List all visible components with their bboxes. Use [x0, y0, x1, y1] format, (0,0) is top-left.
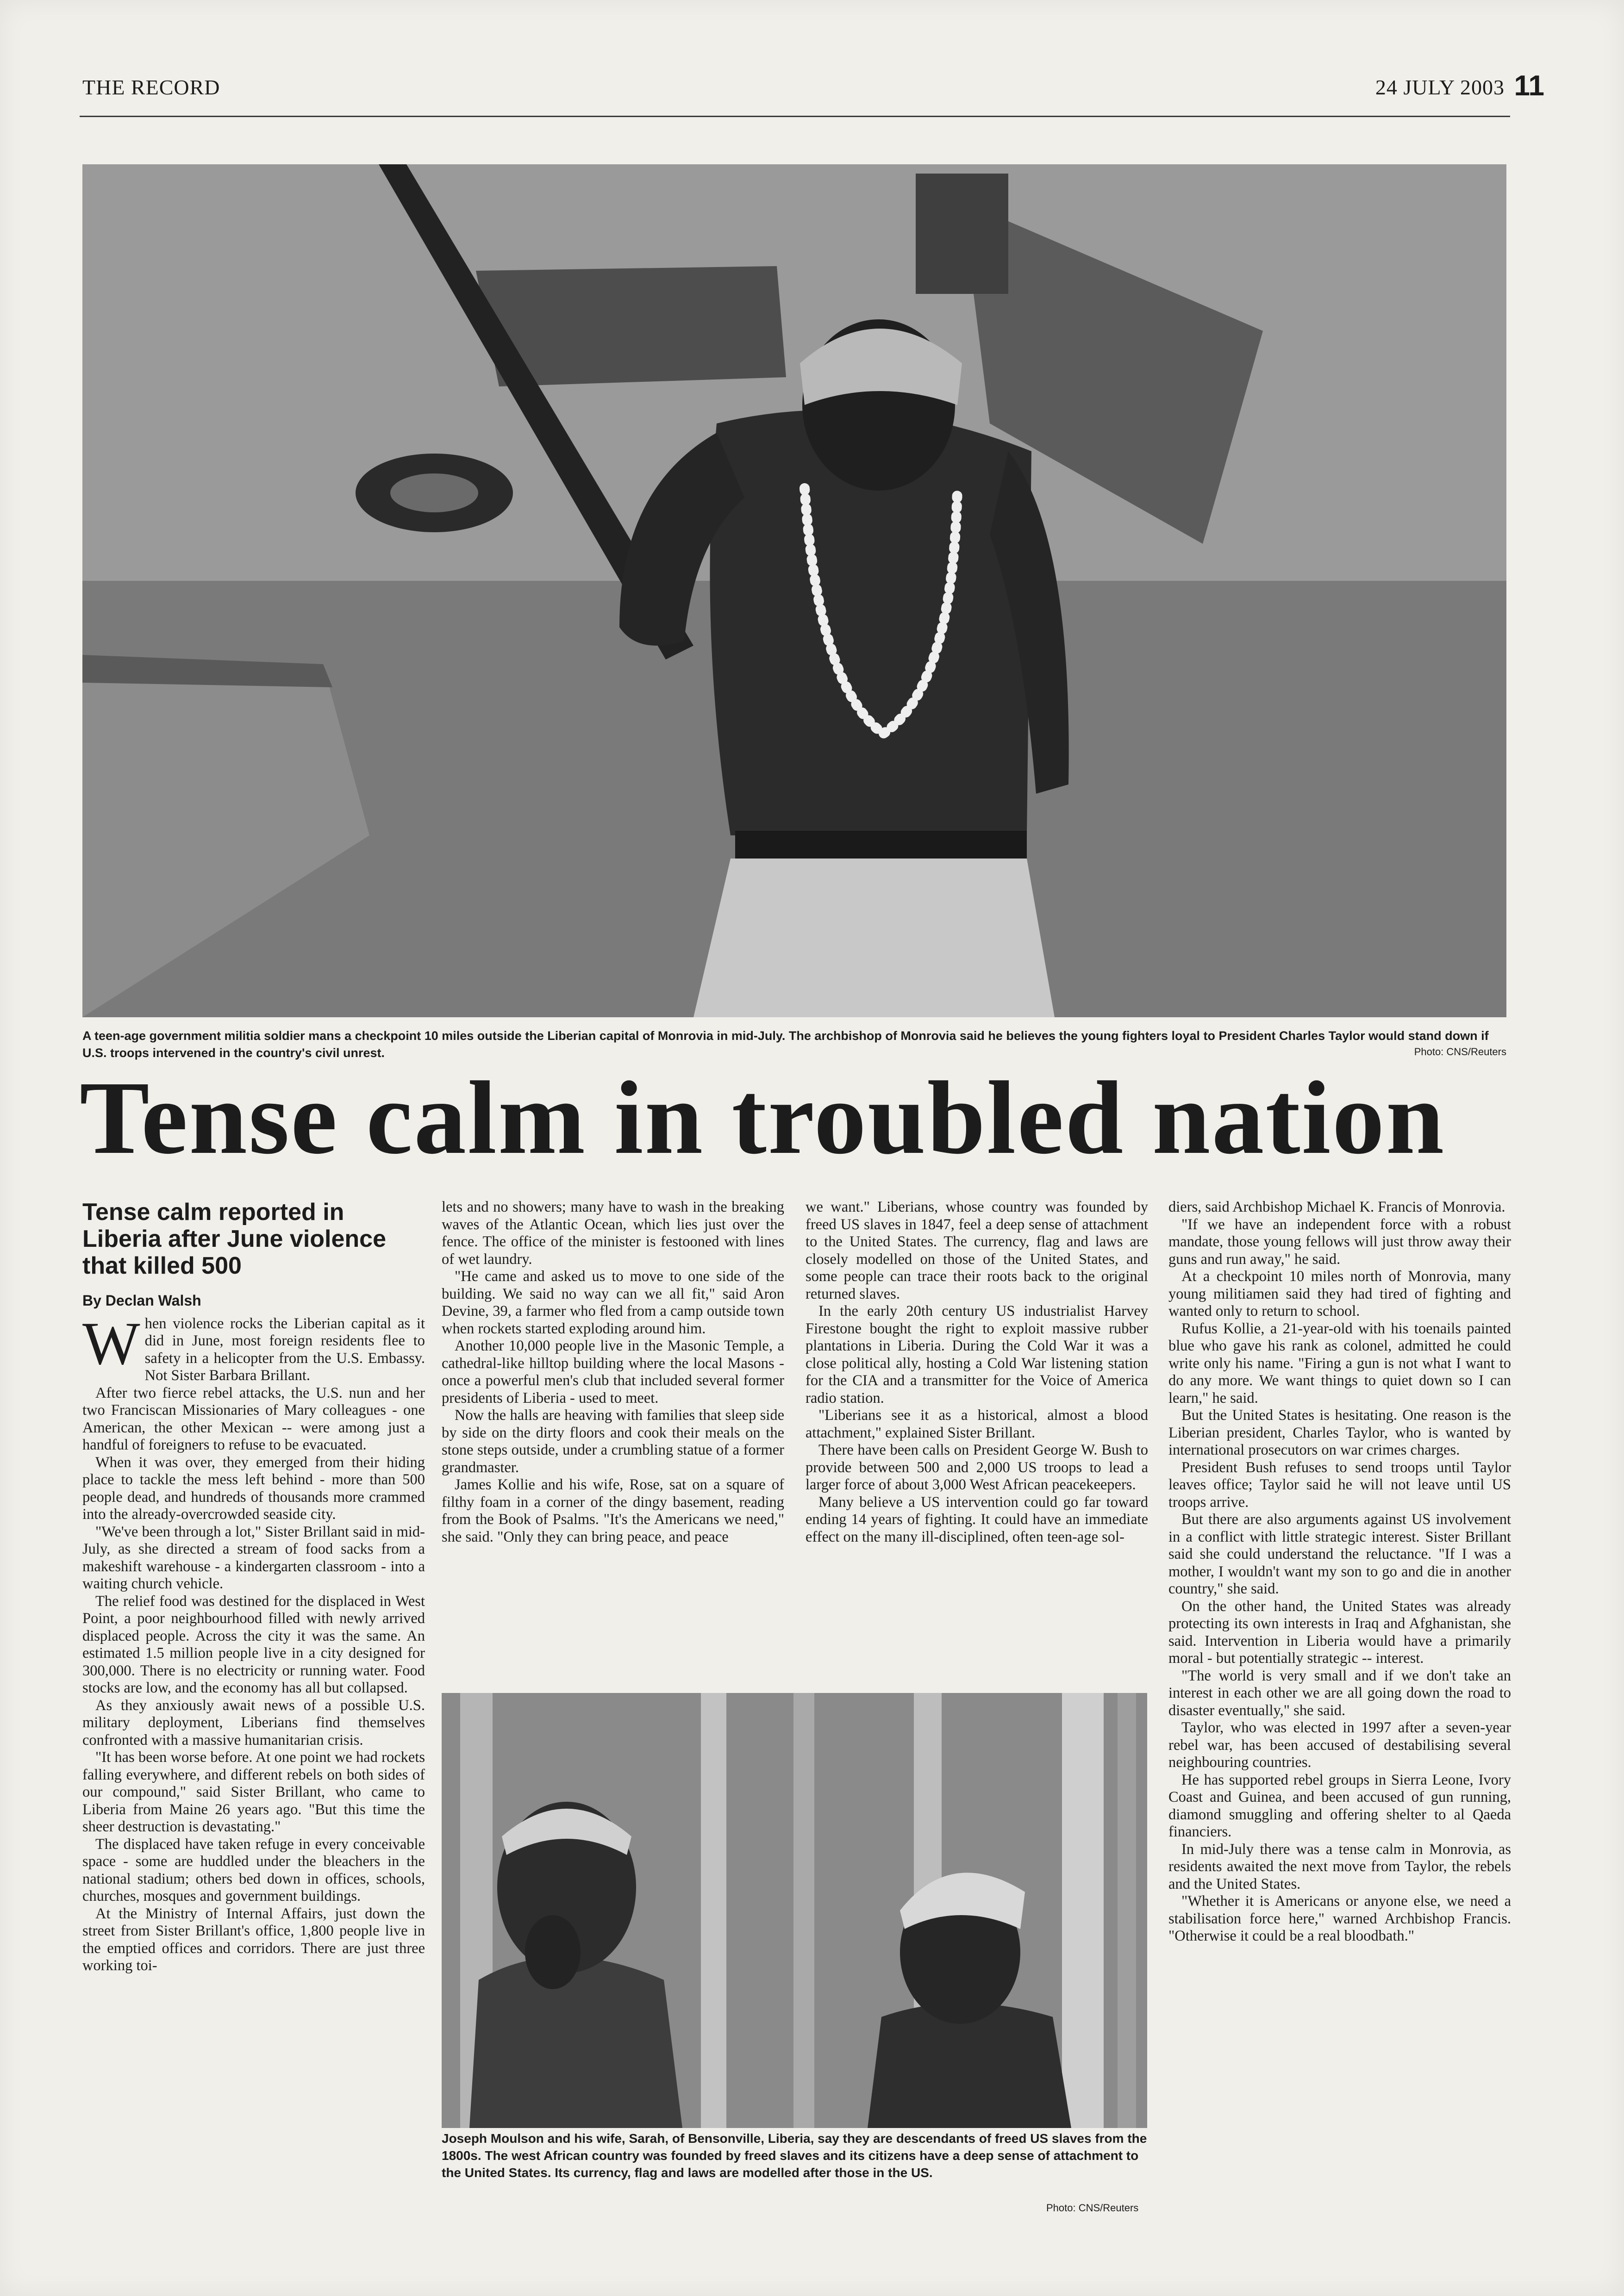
- deck: Tense calm reported in Liberia after June violence that killed 500: [82, 1199, 387, 1279]
- top-photo-credit: Photo: CNS/Reuters: [1414, 1046, 1506, 1058]
- publication-name: THE RECORD: [82, 75, 220, 99]
- paragraph: "If we have an independent force with a robust mandate, those young fellows will just throw away their guns and run away," he said.: [1168, 1216, 1511, 1268]
- paragraph: But the United States is hesitating. One reason is the Liberian president, Charles Taylor, who is wanted by international prosecutors on war crimes charges.: [1168, 1407, 1511, 1458]
- paragraph: we want." Liberians, whose country was founded by freed US slaves in 1847, feel a deep sense of attachment to the United States. The currency, flag and laws are closely modelled on those of the United States, and some people can trace their roots back to the original returned slaves.: [806, 1199, 1148, 1302]
- article-column-1: [82, 1199, 425, 1975]
- paragraph: At the Ministry of Internal Affairs, just down the street from Sister Brillant's office, 1,800 people live in the emptied offices and corridors. There are just three working toi-: [82, 1905, 425, 1974]
- header-rule: [80, 116, 1510, 117]
- paragraph: Many believe a US intervention could go far toward ending 14 years of fighting. It could have an immediate effect on the many ill-disciplined, often teen-age sol-: [806, 1493, 1148, 1545]
- paragraph: "Whether it is Americans or anyone else, we need a stabilisation force here," warned Archbishop Francis. "Otherwise it could be a real bloodbath.": [1168, 1893, 1511, 1944]
- couple-illustration: [442, 1693, 1147, 2128]
- paragraph: "It has been worse before. At one point we had rockets falling everywhere, and different rebels on both sides of our compound," said Sister Brillant, who came to Liberia from Maine 26 years ago. "But this time the sheer destruction is devastating.": [82, 1749, 425, 1835]
- paragraph: lets and no showers; many have to wash in the breaking waves of the Atlantic Ocean, which lies just over the fence. The office of the minister is festooned with lines of wet laundry.: [442, 1199, 784, 1268]
- bottom-photo-credit: Photo: CNS/Reuters: [1046, 2202, 1139, 2214]
- paragraph: James Kollie and his wife, Rose, sat on a square of filthy foam in a corner of the dingy basement, reading from the Book of Psalms. "It's the Americans we need," she said. "Only they can bring peace, and peace: [442, 1476, 784, 1545]
- paragraph: Now the halls are heaving with families that sleep side by side on the dirty floors and cook their meals on the stone steps outside, under a crumbling statue of a former grandmaster.: [442, 1407, 784, 1476]
- paragraph: The relief food was destined for the displaced in West Point, a poor neighbourhood filled with newly arrived displaced people. Across the city it was the same. An estimated 1.5 million people live in a city designed for 300,000. There is no electricity or running water. Food stocks are low, and the economy has all but collapsed.: [82, 1593, 425, 1696]
- paragraph: He has supported rebel groups in Sierra Leone, Ivory Coast and Guinea, and been accused of gun running, diamond smuggling and offering shelter to al Qaeda financiers.: [1168, 1771, 1511, 1840]
- page-number: 11: [1514, 70, 1544, 102]
- paragraph: There have been calls on President George W. Bush to provide between 500 and 2,000 US troops to lead a larger force of about 3,000 West African peacekeepers.: [806, 1442, 1148, 1493]
- paragraph: After two fierce rebel attacks, the U.S. nun and her two Franciscan Missionaries of Mary colleagues - one American, the other Mexican -- were among just a handful of foreigners to refuse to be evacuated.: [82, 1384, 425, 1453]
- paragraph: Rufus Kollie, a 21-year-old with his toenails painted blue who gave his rank as colonel, admitted he could write only his name. "Firing a gun is not what I want to do any more. We want things to quiet down so I can learn," he said.: [1168, 1320, 1511, 1406]
- paragraph: In mid-July there was a tense calm in Monrovia, as residents awaited the next move from Taylor, the rebels and the United States.: [1168, 1841, 1511, 1892]
- paragraph: In the early 20th century US industrialist Harvey Firestone bought the right to exploit massive rubber plantations in Liberia. During the Cold War it was a close political ally, hosting a Cold War listening station for the CIA and a transmitter for the Voice of America radio station.: [806, 1303, 1148, 1406]
- paragraph-text: hen violence rocks the Liberian capital as it did in June, most foreign residents flee to safety in a helicopter from the U.S. Embassy. Not Sister Barbara Brillant.: [144, 1315, 425, 1384]
- bottom-photo-caption: Joseph Moulson and his wife, Sarah, of Bensonville, Liberia, say they are descendants of freed US slaves from the 1800s. The west African country was founded by freed slaves and its citizens have a deep sense of attachment to the United States. Its currency, flag and laws are modelled after those in the US.: [442, 2131, 1147, 2180]
- paragraph: But there are also arguments against US involvement in a conflict with little strategic interest. Sister Brillant said she could understand the reluctance. "If I was a mother, I wouldn't want my son to go and die in another country," she said.: [1168, 1511, 1511, 1597]
- paragraph: As they anxiously await news of a possible U.S. military deployment, Liberians find themselves confronted with a massive humanitarian crisis.: [82, 1697, 425, 1748]
- paragraph: [82, 1309, 425, 1385]
- paragraph: "We've been through a lot," Sister Brillant said in mid-July, as she directed a stream of food sacks from a makeshift warehouse - a kindergarten classroom - into a waiting church vehicle.: [82, 1523, 425, 1592]
- headline: Tense calm in troubled nation: [80, 1060, 1446, 1176]
- paragraph: The displaced have taken refuge in every conceivable space - some are huddled under the bleachers in the national stadium; others bed down in offices, schools, churches, mosques and government buildings.: [82, 1836, 425, 1904]
- militia-soldier-photo: [82, 164, 1506, 1017]
- paragraph: At a checkpoint 10 miles north of Monrovia, many young militiamen said they had tired of fighting and wanted only to return to school.: [1168, 1268, 1511, 1319]
- paragraph: "The world is very small and if we don't take an interest in each other we are all going down the road to disaster eventually," she said.: [1168, 1667, 1511, 1719]
- top-photo-caption: A teen-age government militia soldier mans a checkpoint 10 miles outside the Liberian capital of Monrovia in mid-July. The archbishop of Monrovia said he believes the young fighters loyal to President Charles Taylor would stand down if U.S. troops intervened in the country's civil unrest.: [82, 1029, 1489, 1060]
- paragraph: When it was over, they emerged from their hiding place to tackle the mess left behind - more than 500 people dead, and hundreds of thousands more crammed into the already-overcrowded seaside city.: [82, 1454, 425, 1523]
- couple-photo: [442, 1693, 1147, 2128]
- paragraph: Taylor, who was elected in 1997 after a seven-year rebel war, has been accused of destabilising several neighbouring countries.: [1168, 1719, 1511, 1771]
- article-column-3: [806, 1199, 1148, 1546]
- paragraph: "Liberians see it as a historical, almost a blood attachment," explained Sister Brillant.: [806, 1407, 1148, 1441]
- paragraph: President Bush refuses to send troops until Taylor leaves office; Taylor said he will not leave until US troops arrive.: [1168, 1459, 1511, 1511]
- paragraph: On the other hand, the United States was already protecting its own interests in Iraq and Afghanistan, she said. Intervention in Liberia would have a primarily moral - but potentially strategic -- interest.: [1168, 1598, 1511, 1667]
- paragraph: Another 10,000 people live in the Masonic Temple, a cathedral-like hilltop building where the local Masons - once a powerful men's club that included several former presidents of Liberia - used to meet.: [442, 1338, 784, 1406]
- drop-cap: W: [82, 1309, 140, 1377]
- militia-soldier-illustration: [82, 164, 1506, 1017]
- byline: By Declan Walsh: [82, 1292, 201, 1309]
- article-column-4: [1168, 1199, 1511, 1945]
- issue-date: 24 JULY 2003: [1375, 75, 1505, 99]
- article-column-2: [442, 1199, 784, 1546]
- paragraph: diers, said Archbishop Michael K. Francis of Monrovia.: [1168, 1199, 1505, 1215]
- paragraph: "He came and asked us to move to one side of the building. We said no way can we all fit," said Aron Devine, 39, a farmer who fled from a camp outside town when rockets started exploding around him.: [442, 1268, 784, 1337]
